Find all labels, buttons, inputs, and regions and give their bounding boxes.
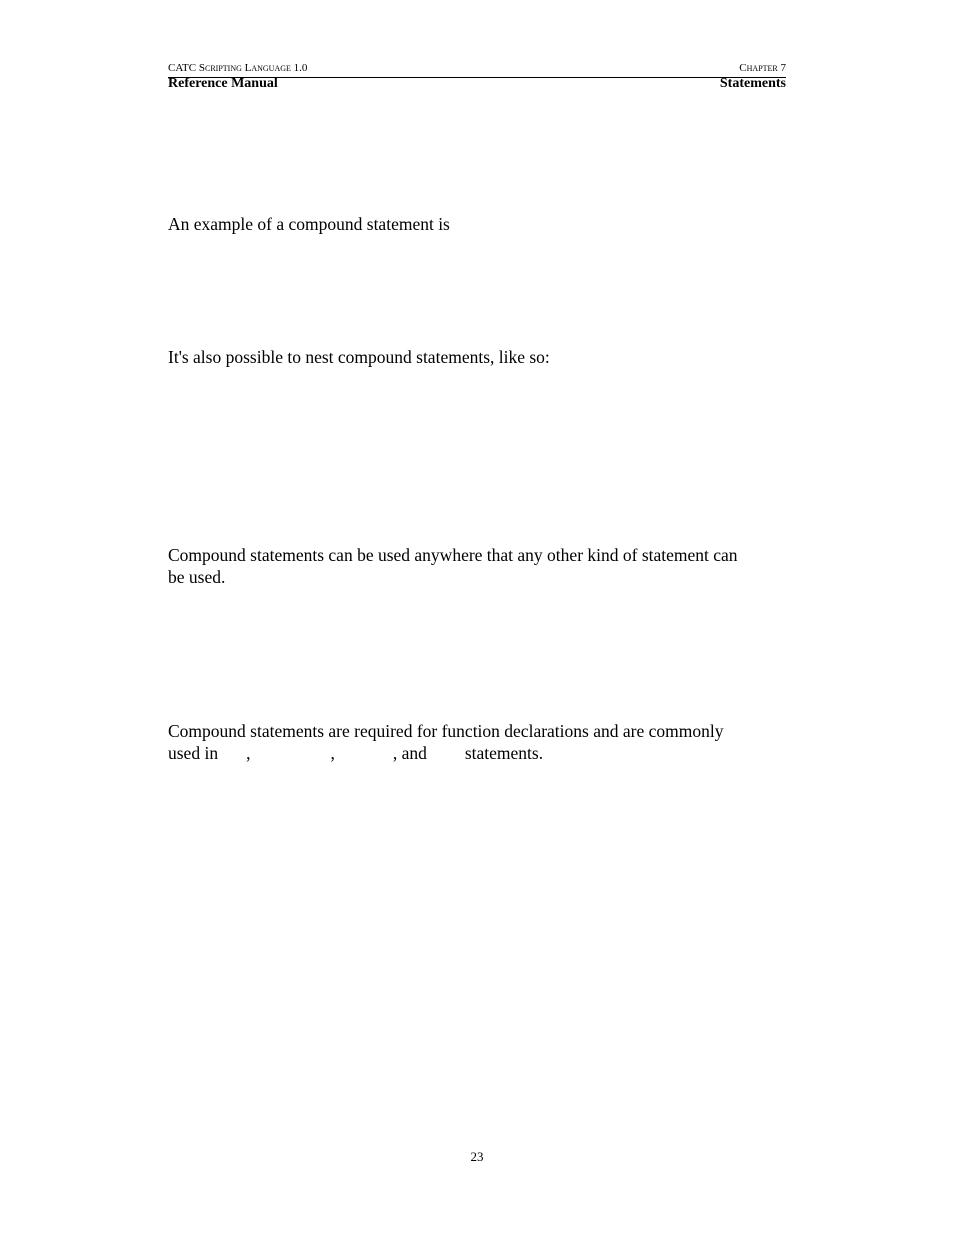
text-used-in: used in [168,743,219,763]
paragraph-line: Compound statements are required for function declarations and are commonly [168,721,724,741]
chapter-label: Chapter 7 [739,62,786,74]
running-header-bottom [168,76,786,94]
chapter-title: Statements [719,76,786,91]
paragraph-compound-required [168,720,786,764]
paragraph-line: Compound statements can be used anywhere that any other kind of statement can [168,545,738,565]
manual-subtitle: Reference Manual [168,76,278,91]
page-number: 23 [470,1149,484,1164]
manual-title: CATC Scripting Language 1.0 [168,62,308,74]
text-statements: statements. [464,743,544,763]
paragraph-compound-example [168,213,786,235]
paragraph-compound-usage [168,544,786,588]
paragraph-line [168,742,786,764]
comma: , [330,743,335,763]
paragraph-line: be used. [168,567,226,587]
paragraph-text: It's also possible to nest compound statements, like so: [168,347,550,367]
paragraph-text: An example of a compound statement is [168,214,450,234]
text-and: , and [392,743,427,763]
paragraph-nested-compound [168,346,786,368]
comma: , [246,743,251,763]
